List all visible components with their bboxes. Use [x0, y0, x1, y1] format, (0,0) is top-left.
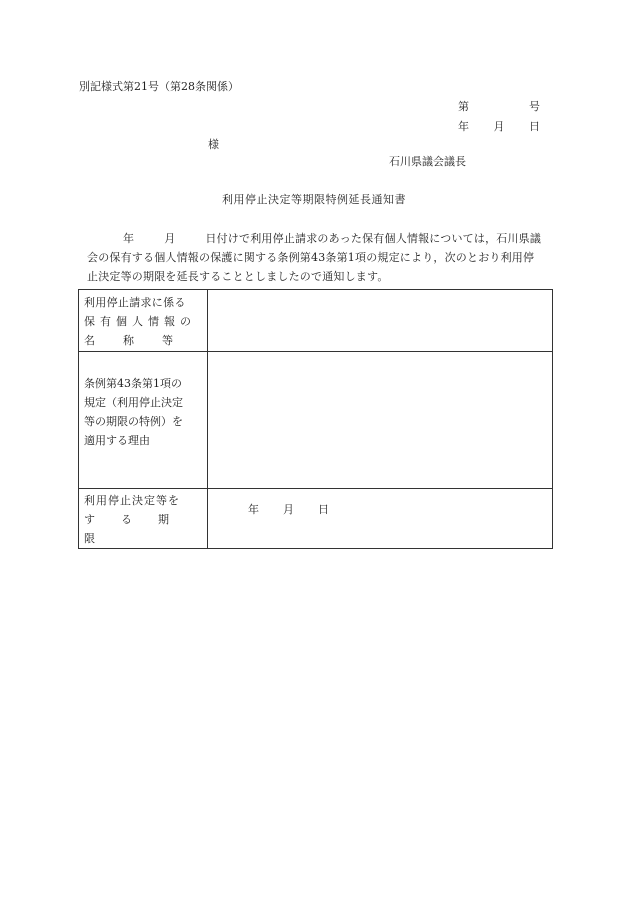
table-row — [79, 489, 553, 549]
deadline-date — [248, 501, 329, 517]
body-year: 年 — [123, 232, 135, 245]
deadline-year: 年 — [248, 503, 259, 516]
body-month: 月 — [164, 232, 176, 245]
document-title: 利用停止決定等期限特例延長通知書 — [222, 193, 406, 206]
row2-label — [79, 352, 208, 489]
table-row — [79, 352, 553, 489]
sender: 石川県議会議長 — [389, 155, 466, 168]
issue-month: 月 — [493, 120, 505, 133]
row3-label-line2: する期限 — [84, 513, 195, 545]
table-row — [79, 290, 553, 352]
row1-label-line2: 保有個人情報の — [84, 315, 196, 328]
row1-label-line3: 名称等 — [84, 334, 201, 347]
info-table — [78, 289, 553, 549]
row2-value-field[interactable] — [208, 352, 553, 489]
body-line-3: 止決定等の期限を延長することとしましたので通知します。 — [87, 270, 389, 283]
document-number-line — [458, 100, 540, 114]
row3-label-line1: 利用停止決定等を — [84, 494, 180, 507]
row2-label-line2: 規定（利用停止決定 — [84, 396, 183, 409]
row1-label-line1: 利用停止請求に係る — [84, 296, 186, 309]
row3-value-field[interactable] — [208, 489, 553, 549]
row2-label-line3: 等の期限の特例）を — [84, 415, 183, 428]
issue-date-line — [458, 120, 540, 134]
body-line-1 — [87, 229, 553, 248]
body-paragraph — [87, 229, 553, 286]
row2-label-line4: 適用する理由 — [84, 434, 150, 447]
deadline-day: 日 — [318, 503, 329, 516]
body-line-1-rest: 日付けで利用停止請求のあった保有個人情報については，石川県議 — [205, 232, 542, 245]
row1-value-field[interactable] — [208, 290, 553, 352]
issue-day: 日 — [529, 120, 540, 133]
number-suffix: 号 — [529, 100, 540, 113]
row1-label — [79, 290, 208, 352]
form-number: 別記様式第21号（第28条関係） — [79, 80, 239, 93]
body-line-2: 会の保有する個人情報の保護に関する条例第43条第1項の規定により，次のとおり利用停 — [87, 251, 535, 264]
number-prefix: 第 — [458, 100, 469, 113]
issue-year: 年 — [458, 120, 469, 133]
deadline-month: 月 — [283, 503, 294, 516]
row3-label — [79, 489, 208, 549]
row2-label-line1: 条例第43条第1項の — [84, 377, 182, 390]
addressee-honorific: 様 — [208, 138, 219, 151]
